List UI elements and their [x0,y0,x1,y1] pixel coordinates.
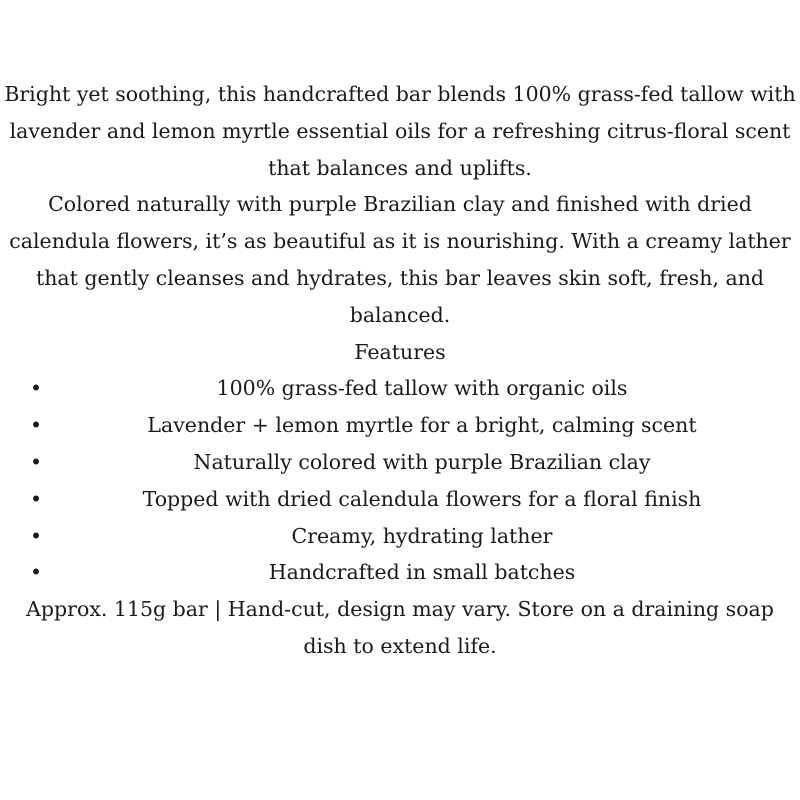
feature-text: Handcrafted in small batches [268,560,576,585]
bullet-icon: • [30,449,43,474]
description-paragraph-1: Bright yet soothing, this handcrafted bar blends 100% grass-fed tallow with lavender and lemon myrtle essential oils for a refreshing citrus-floral scent that balances and uplifts. [4,82,796,180]
features-list [4,370,796,591]
bullet-icon: • [30,560,43,585]
description-paragraph-2: Colored naturally with purple Brazilian clay and finished with dried calendula flowers, it’s as beautiful as it is nourishing. With a creamy lather that gently cleanses and hydrates, this bar leaves skin soft, fresh, and balanced. [9,192,791,327]
bullet-icon: • [30,413,43,438]
feature-text: 100% grass-fed tallow with organic oils [216,376,628,401]
feature-text: Topped with dried calendula flowers for a floral finish [142,486,702,511]
feature-text: Lavender + lemon myrtle for a bright, calming scent [147,413,697,438]
list-item [4,554,796,591]
list-item [4,407,796,444]
bullet-icon: • [30,486,43,511]
product-description [0,76,800,665]
feature-text: Creamy, hydrating lather [291,523,553,548]
features-heading: Features [354,339,446,364]
list-item [4,481,796,518]
list-item [4,370,796,407]
bullet-icon: • [30,523,43,548]
feature-text: Naturally colored with purple Brazilian clay [193,449,651,474]
bullet-icon: • [30,376,43,401]
footer-note: Approx. 115g bar | Hand-cut, design may vary. Store on a draining soap dish to extend life. [26,597,774,658]
list-item [4,444,796,481]
list-item [4,518,796,555]
